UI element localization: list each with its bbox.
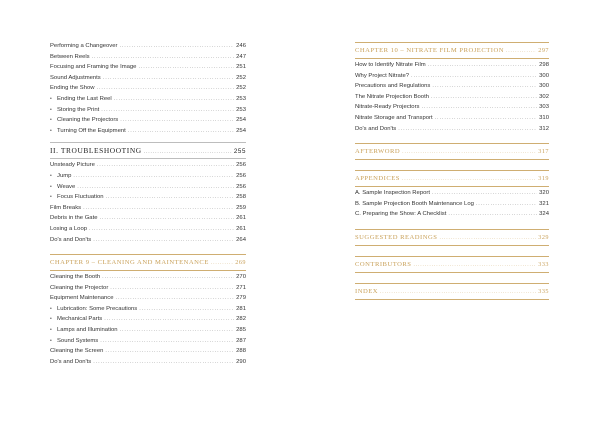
divider bbox=[50, 254, 246, 255]
divider bbox=[355, 159, 549, 160]
toc-right-column bbox=[355, 41, 549, 301]
divider bbox=[355, 283, 549, 284]
toc-entry[interactable]: Precautions and Regulations ..... 300 bbox=[355, 81, 549, 92]
toc-entry[interactable]: Equipment Maintenance ..... 279 bbox=[50, 293, 246, 304]
divider bbox=[355, 170, 549, 171]
toc-entry[interactable]: Focusing and Framing the Image ..... 251 bbox=[50, 62, 246, 73]
toc-entry[interactable]: Why Project Nitrate? ..... 300 bbox=[355, 71, 549, 82]
divider bbox=[355, 299, 549, 300]
toc-subentry[interactable]: • Turning Off the Equipment ..... 254 bbox=[50, 126, 246, 137]
divider bbox=[355, 256, 549, 257]
toc-subentry[interactable]: • Lubrication: Some Precautions ..... 281 bbox=[50, 304, 246, 315]
toc-entry[interactable]: Performing a Changeover ..... 246 bbox=[50, 41, 246, 52]
toc-entry[interactable]: Sound Adjustments ..... 252 bbox=[50, 73, 246, 84]
toc-subentry[interactable]: • Lamps and Illumination ..... 285 bbox=[50, 325, 246, 336]
toc-entry[interactable]: Debris in the Gate ..... 261 bbox=[50, 213, 246, 224]
toc-entry[interactable]: Do's and Don'ts ..... 264 bbox=[50, 235, 246, 246]
divider bbox=[50, 270, 246, 271]
toc-entry[interactable]: Film Breaks ..... 259 bbox=[50, 203, 246, 214]
toc-entry[interactable]: Nitrate-Ready Projectors ..... 303 bbox=[355, 102, 549, 113]
toc-left-column bbox=[50, 41, 246, 367]
toc-entry[interactable]: Nitrate Storage and Transport ..... 310 bbox=[355, 113, 549, 124]
toc-entry[interactable]: Cleaning the Screen ..... 288 bbox=[50, 346, 246, 357]
toc-entry[interactable]: Do's and Don'ts ..... 312 bbox=[355, 124, 549, 135]
toc-entry[interactable]: C. Preparing the Show: A Checklist ..... 324 bbox=[355, 209, 549, 220]
toc-subentry[interactable]: • Focus Fluctuation ..... 258 bbox=[50, 192, 246, 203]
toc-subentry[interactable]: • Ending the Last Reel ..... 253 bbox=[50, 94, 246, 105]
chapter-heading-9[interactable]: CHAPTER 9 – CLEANING AND MAINTENANCE ..... 269 bbox=[50, 256, 246, 269]
divider bbox=[355, 272, 549, 273]
toc-entry[interactable]: Unsteady Picture ..... 256 bbox=[50, 160, 246, 171]
toc-entry[interactable]: B. Sample Projection Booth Maintenance Log ..... 321 bbox=[355, 199, 549, 210]
toc-subentry[interactable]: • Jump ..... 256 bbox=[50, 171, 246, 182]
divider bbox=[355, 245, 549, 246]
suggested-readings-heading[interactable]: SUGGESTED READINGS ..... 329 bbox=[355, 231, 549, 244]
afterword-heading[interactable]: AFTERWORD ..... 317 bbox=[355, 145, 549, 158]
toc-entry[interactable]: The Nitrate Projection Booth ..... 302 bbox=[355, 92, 549, 103]
toc-entry[interactable]: Cleaning the Projector ..... 271 bbox=[50, 283, 246, 294]
toc-subentry[interactable]: • Sound Systems ..... 287 bbox=[50, 336, 246, 347]
divider bbox=[355, 58, 549, 59]
appendices-heading[interactable]: APPENDICES ..... 319 bbox=[355, 172, 549, 185]
divider bbox=[355, 229, 549, 230]
divider bbox=[355, 42, 549, 43]
index-heading[interactable]: INDEX ..... 335 bbox=[355, 285, 549, 298]
toc-entry[interactable]: Cleaning the Booth ..... 270 bbox=[50, 272, 246, 283]
toc-entry[interactable]: Between Reels ..... 247 bbox=[50, 52, 246, 63]
divider bbox=[355, 143, 549, 144]
toc-subentry[interactable]: • Cleaning the Projectors ..... 254 bbox=[50, 115, 246, 126]
contributors-heading[interactable]: CONTRIBUTORS ..... 333 bbox=[355, 258, 549, 271]
toc-entry[interactable]: Do's and Don'ts ..... 290 bbox=[50, 357, 246, 368]
divider bbox=[355, 186, 549, 187]
toc-subentry[interactable]: • Storing the Print ..... 253 bbox=[50, 105, 246, 116]
divider bbox=[50, 142, 246, 143]
toc-subentry[interactable]: • Mechanical Parts ..... 282 bbox=[50, 314, 246, 325]
toc-entry[interactable]: Ending the Show ..... 252 bbox=[50, 83, 246, 94]
toc-entry[interactable]: Losing a Loop ..... 261 bbox=[50, 224, 246, 235]
toc-entry[interactable]: A. Sample Inspection Report ..... 320 bbox=[355, 188, 549, 199]
section-heading-troubleshooting[interactable]: II. TROUBLESHOOTING ..... 255 bbox=[50, 144, 246, 157]
toc-entry[interactable]: How to Identify Nitrate Film ..... 298 bbox=[355, 60, 549, 71]
toc-subentry[interactable]: • Weave ..... 256 bbox=[50, 182, 246, 193]
chapter-heading-10[interactable]: CHAPTER 10 – NITRATE FILM PROJECTION ..... 297 bbox=[355, 44, 549, 57]
